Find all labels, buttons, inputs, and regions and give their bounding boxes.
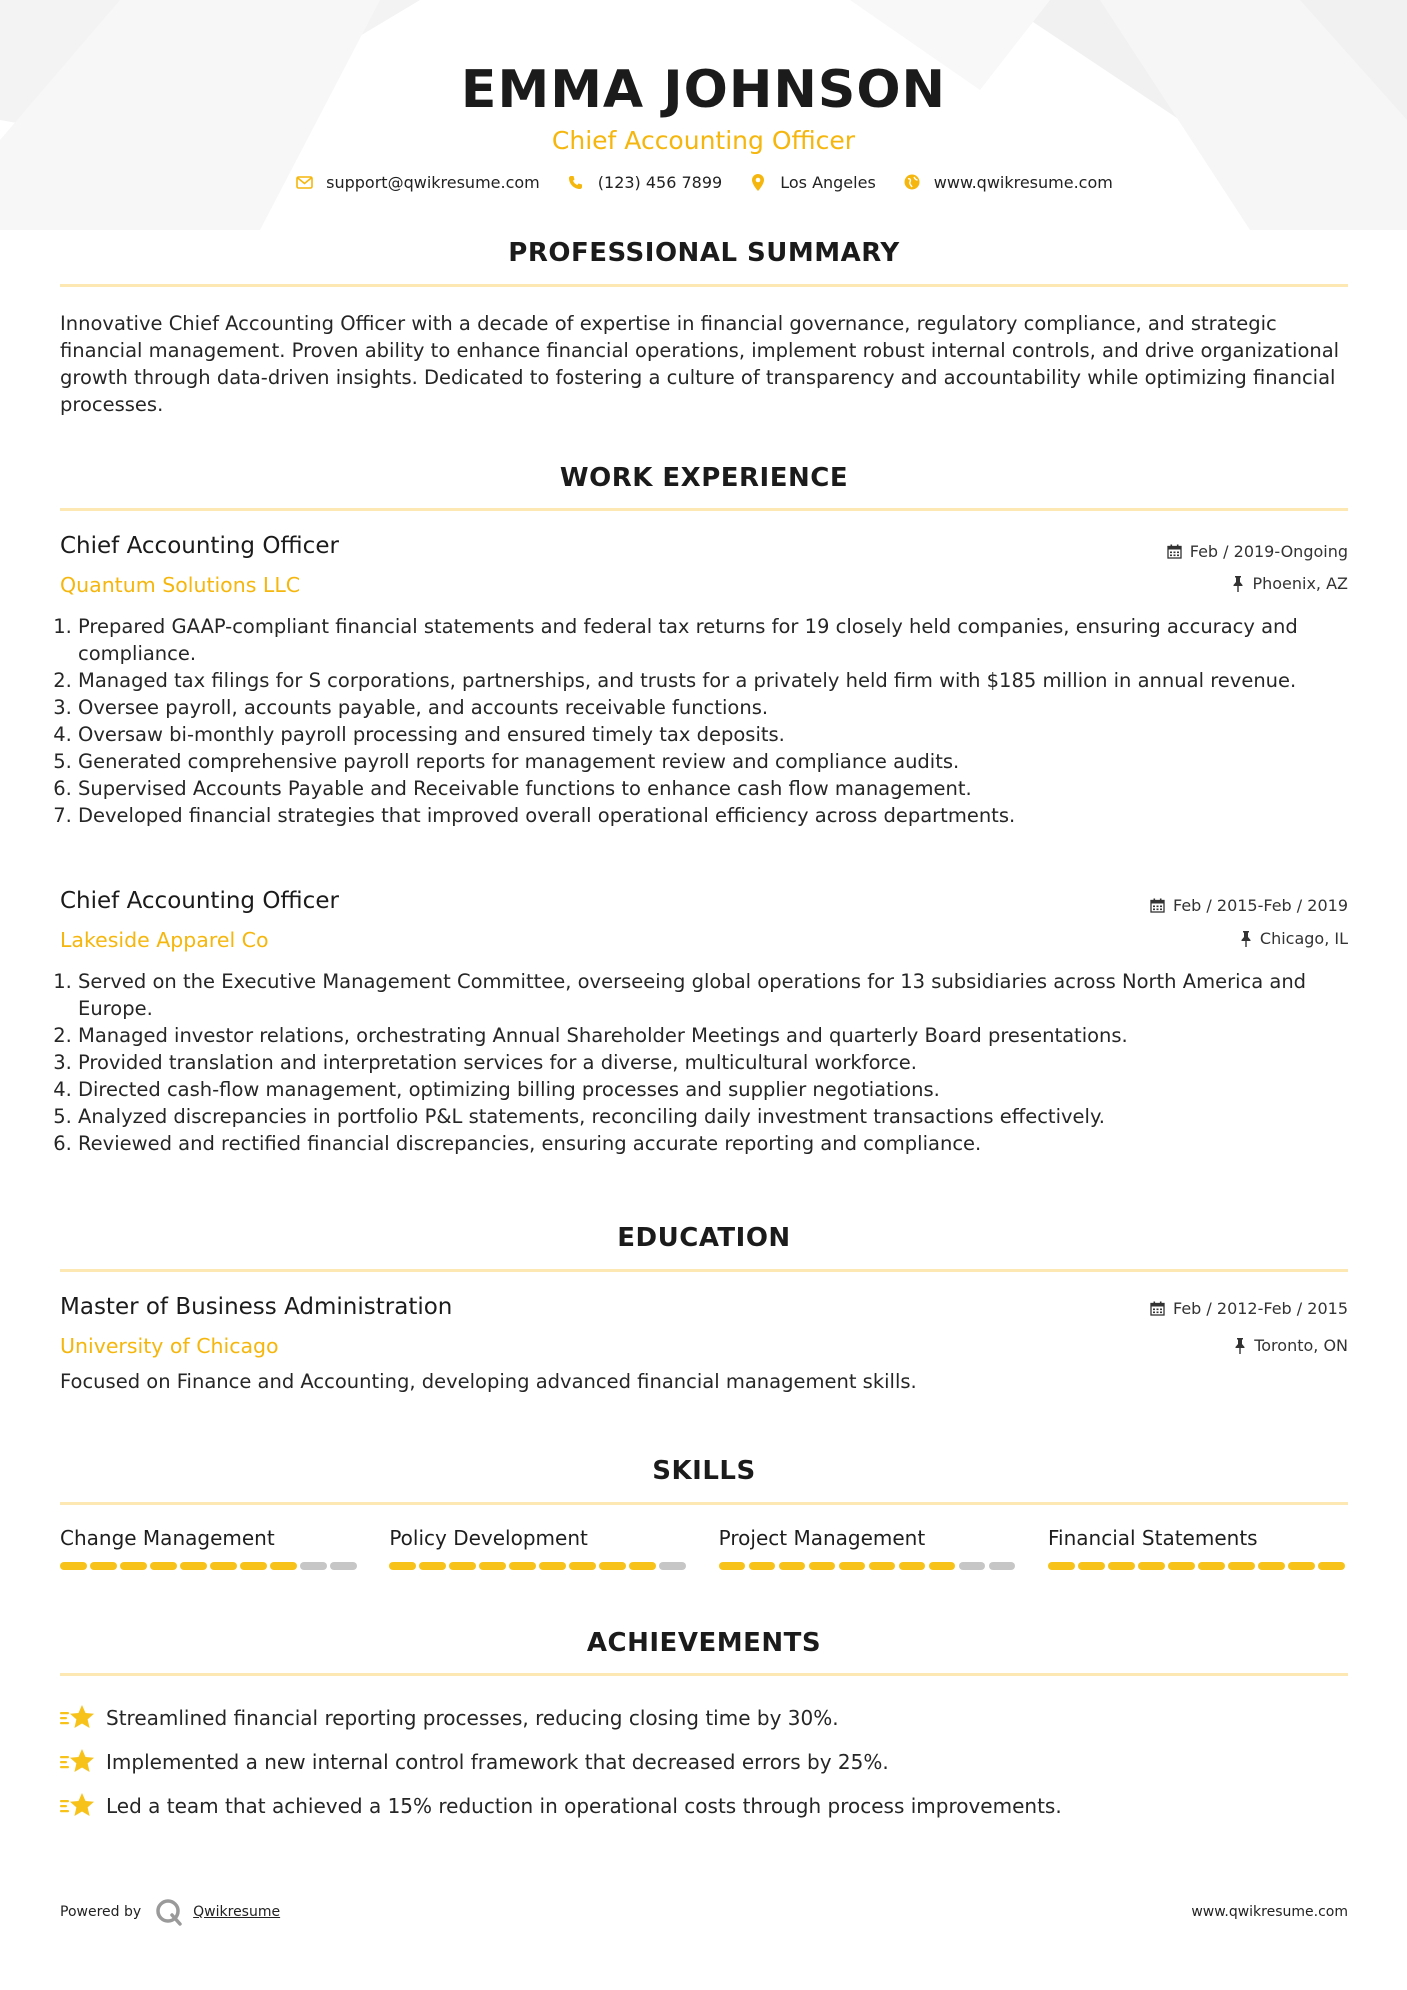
contact-website[interactable] [902, 172, 1113, 192]
skill-segment-filled [929, 1562, 956, 1570]
education-heading: EDUCATION [617, 1223, 791, 1253]
skill-rating-bar [60, 1562, 360, 1570]
skill-segment-filled [779, 1562, 806, 1570]
phone-icon [566, 172, 586, 192]
brand-link[interactable]: Qwikresume [193, 1904, 281, 1920]
education-dates-text: Feb / 2012-Feb / 2015 [1173, 1299, 1348, 1318]
duty-item: 4. Directed cash-flow management, optimizing billing processes and supplier negotiations. [78, 1076, 1368, 1103]
skill-segment-filled [270, 1562, 297, 1570]
skills-list [60, 1526, 1348, 1570]
job-duties-list [60, 613, 1368, 829]
footer-website[interactable]: www.qwikresume.com [1191, 1904, 1348, 1920]
skill-segment-filled [1138, 1562, 1165, 1570]
skill-item [719, 1526, 1019, 1570]
achievement-item [60, 1696, 1348, 1740]
achievement-item [60, 1740, 1348, 1784]
duty-item: 1. Prepared GAAP-compliant financial statements and federal tax returns for 19 closely held companies, ensuring accuracy and compliance. [78, 613, 1368, 667]
skill-rating-bar [389, 1562, 689, 1570]
skill-name: Policy Development [389, 1526, 588, 1550]
skill-segment-filled [539, 1562, 566, 1570]
job-dates [1167, 542, 1348, 561]
location-text: Los Angeles [780, 172, 876, 192]
duty-item: 4. Oversaw bi-monthly payroll processing and ensured timely tax deposits. [78, 721, 1368, 748]
duty-item: 6. Reviewed and rectified financial discrepancies, ensuring accurate reporting and compliance. [78, 1130, 1368, 1157]
achievements-list [60, 1696, 1348, 1828]
job-location-text: Phoenix, AZ [1252, 574, 1348, 593]
qwikresume-logo-icon [155, 1898, 183, 1926]
skill-segment-filled [1168, 1562, 1195, 1570]
duty-item: 6. Supervised Accounts Payable and Receivable functions to enhance cash flow management. [78, 775, 1368, 802]
skill-segment-filled [749, 1562, 776, 1570]
skill-segment-filled [629, 1562, 656, 1570]
phone-text: (123) 456 7899 [597, 172, 723, 192]
calendar-icon [1150, 1301, 1165, 1316]
skill-segment-filled [1198, 1562, 1225, 1570]
envelope-icon [294, 172, 314, 192]
skill-rating-bar [1048, 1562, 1348, 1570]
degree-title: Master of Business Administration [60, 1294, 453, 1320]
skill-segment-filled [180, 1562, 207, 1570]
skill-name: Project Management [718, 1526, 926, 1550]
skill-segment-filled [719, 1562, 746, 1570]
skill-segment-filled [1318, 1562, 1345, 1570]
achievements-divider [60, 1673, 1348, 1676]
calendar-icon [1167, 544, 1182, 559]
skill-segment-filled [869, 1562, 896, 1570]
skill-segment-empty [330, 1562, 357, 1570]
skill-item [1048, 1526, 1348, 1570]
contact-email[interactable] [294, 172, 540, 192]
website-text: www.qwikresume.com [933, 172, 1113, 192]
job-company: Lakeside Apparel Co [60, 928, 269, 952]
school-name: University of Chicago [60, 1334, 279, 1358]
skill-segment-empty [959, 1562, 986, 1570]
duty-item: 5. Analyzed discrepancies in portfolio P&L statements, reconciling daily investment transactions effectively. [78, 1103, 1368, 1130]
skill-segment-filled [599, 1562, 626, 1570]
pushpin-icon [1234, 1338, 1246, 1354]
skill-segment-filled [569, 1562, 596, 1570]
job-location-text: Chicago, IL [1259, 929, 1348, 948]
skill-segment-filled [120, 1562, 147, 1570]
job-title: Chief Accounting Officer [60, 533, 339, 559]
skill-segment-filled [1258, 1562, 1285, 1570]
education-divider [60, 1269, 1348, 1272]
skill-segment-filled [419, 1562, 446, 1570]
education-location [1234, 1336, 1348, 1355]
star-icon [60, 1791, 96, 1821]
achievement-text: Implemented a new internal control framework that decreased errors by 25%. [106, 1750, 889, 1774]
achievement-text: Led a team that achieved a 15% reduction in operational costs through process improvements. [106, 1794, 1062, 1818]
skill-segment-filled [210, 1562, 237, 1570]
candidate-name: EMMA JOHNSON [460, 60, 947, 120]
summary-heading: PROFESSIONAL SUMMARY [508, 238, 900, 268]
skill-segment-filled [899, 1562, 926, 1570]
job-title: Chief Accounting Officer [60, 888, 339, 914]
skill-segment-filled [150, 1562, 177, 1570]
footer [60, 1898, 1348, 1926]
contact-phone[interactable] [566, 172, 722, 192]
skill-segment-filled [509, 1562, 536, 1570]
skill-segment-filled [60, 1562, 87, 1570]
experience-divider [60, 508, 1348, 511]
calendar-icon [1150, 898, 1165, 913]
job-dates-text: Feb / 2019-Ongoing [1189, 542, 1348, 561]
star-icon [60, 1703, 96, 1733]
job-duties-list [60, 968, 1368, 1157]
skill-item [389, 1526, 689, 1570]
skill-segment-empty [989, 1562, 1016, 1570]
skill-segment-filled [479, 1562, 506, 1570]
job-company: Quantum Solutions LLC [60, 573, 301, 597]
experience-heading: WORK EXPERIENCE [559, 463, 849, 493]
education-location-text: Toronto, ON [1254, 1336, 1348, 1355]
duty-item: 5. Generated comprehensive payroll reports for management review and compliance audits. [78, 748, 1368, 775]
summary-text: Innovative Chief Accounting Officer with a decade of expertise in financial governance, regulatory compliance, and strategic financial management. Proven ability to enhance financial operations, implement robust internal controls, and drive organizational growth through data-driven insights. Dedicated to fostering a culture of transparency and accountability while optimizing financial processes. [60, 312, 1340, 416]
summary-divider [60, 284, 1348, 287]
star-icon [60, 1747, 96, 1777]
contact-bar [0, 172, 1407, 192]
skill-segment-filled [1288, 1562, 1315, 1570]
skill-segment-filled [1228, 1562, 1255, 1570]
skill-item [60, 1526, 360, 1570]
education-description: Focused on Finance and Accounting, developing advanced financial management skills. [60, 1370, 917, 1393]
candidate-title: Chief Accounting Officer [551, 126, 856, 155]
job-location [1232, 574, 1348, 593]
education-dates [1150, 1299, 1348, 1318]
duty-item: 2. Managed investor relations, orchestrating Annual Shareholder Meetings and quarterly Board presentations. [78, 1022, 1368, 1049]
skills-heading: SKILLS [652, 1456, 756, 1486]
skill-segment-filled [449, 1562, 476, 1570]
duty-item: 2. Managed tax filings for S corporations, partnerships, and trusts for a privately held firm with $185 million in annual revenue. [78, 667, 1368, 694]
skill-name: Change Management [60, 1526, 275, 1550]
duty-item: 3. Provided translation and interpretation services for a diverse, multicultural workforce. [78, 1049, 1368, 1076]
contact-location [748, 172, 876, 192]
achievement-text: Streamlined financial reporting processes, reducing closing time by 30%. [106, 1706, 839, 1730]
skill-segment-filled [1048, 1562, 1075, 1570]
job-dates [1150, 896, 1348, 915]
globe-icon [902, 172, 922, 192]
skill-segment-empty [659, 1562, 686, 1570]
skill-segment-filled [389, 1562, 416, 1570]
achievement-item [60, 1784, 1348, 1828]
map-pin-icon [748, 172, 768, 192]
skill-rating-bar [719, 1562, 1019, 1570]
pushpin-icon [1232, 576, 1244, 592]
skill-segment-filled [90, 1562, 117, 1570]
skill-segment-filled [1078, 1562, 1105, 1570]
resume-header [0, 58, 1407, 158]
job-dates-text: Feb / 2015-Feb / 2019 [1173, 896, 1348, 915]
skill-segment-filled [809, 1562, 836, 1570]
job-location [1240, 929, 1348, 948]
pushpin-icon [1240, 931, 1252, 947]
powered-by-label: Powered by [60, 1904, 142, 1920]
duty-item: 1. Served on the Executive Management Committee, overseeing global operations for 13 subsidiaries across North America and Europe. [78, 968, 1368, 1022]
email-text: support@qwikresume.com [326, 172, 540, 192]
powered-by [60, 1898, 280, 1926]
skill-name: Financial Statements [1047, 1526, 1258, 1550]
skill-segment-filled [1108, 1562, 1135, 1570]
duty-item: 3. Oversee payroll, accounts payable, and accounts receivable functions. [78, 694, 1368, 721]
skills-divider [60, 1502, 1348, 1505]
skill-segment-filled [839, 1562, 866, 1570]
skill-segment-filled [240, 1562, 267, 1570]
skill-segment-empty [300, 1562, 327, 1570]
achievements-heading: ACHIEVEMENTS [586, 1628, 822, 1658]
duty-item: 7. Developed financial strategies that improved overall operational efficiency across departments. [78, 802, 1368, 829]
